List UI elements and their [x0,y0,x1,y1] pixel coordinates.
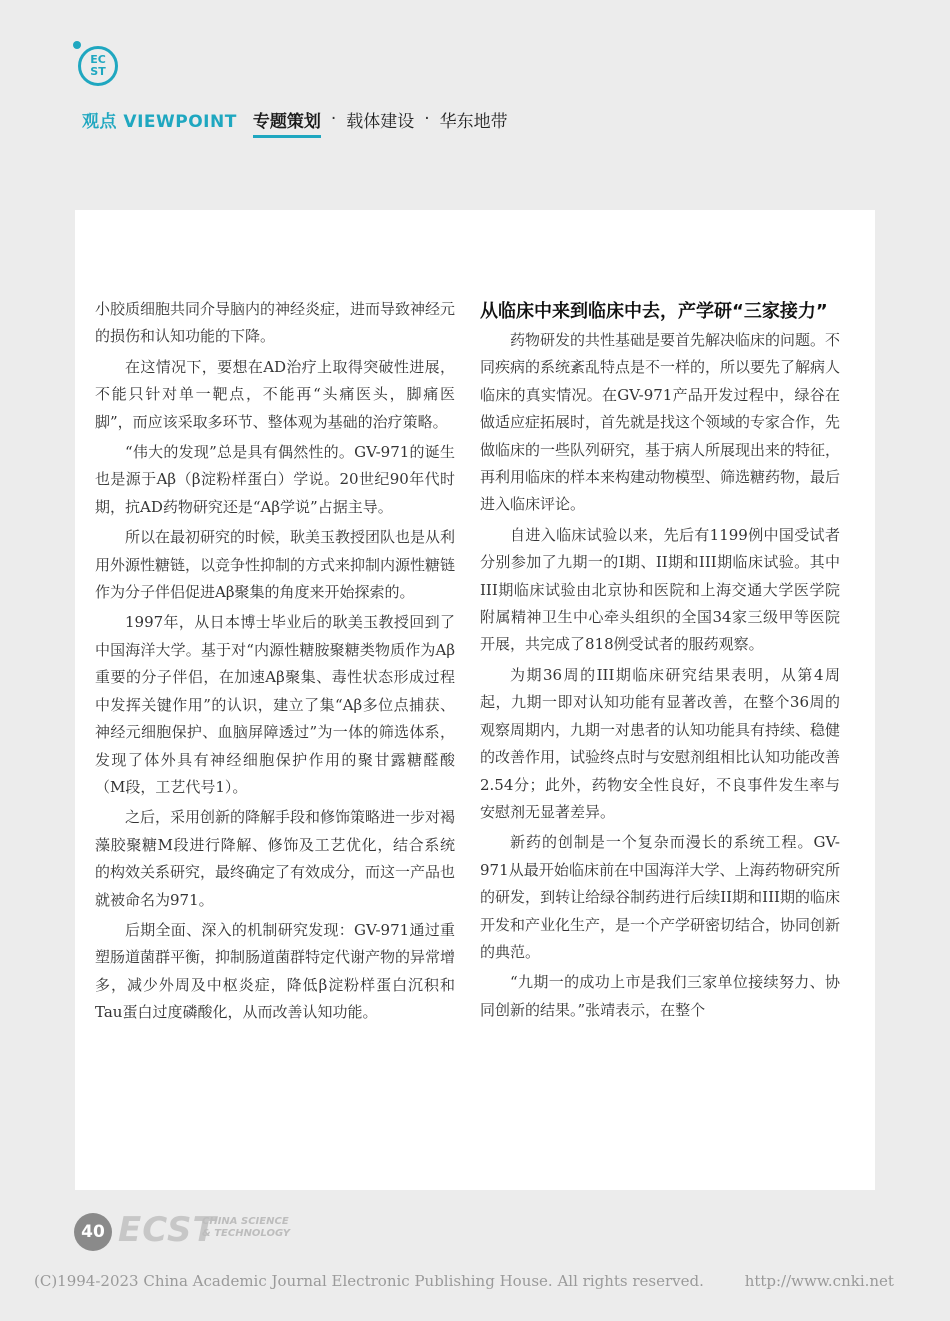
tab-special-topic: 专题策划 [253,107,321,138]
section-heading: 从临床中来到临床中去，产学研“三家接力” [480,301,828,322]
paragraph: “九期一的成功上市是我们三家单位接续努力、协同创新的结果。”张靖表示，在整个 [480,973,840,1019]
logo-dot-icon [73,41,81,49]
cnki-link[interactable]: http://www.cnki.net [744,1272,894,1290]
tab-east-china: 华东地带 [439,111,508,132]
article-page [75,210,875,1190]
left-column [95,296,455,1030]
copyright-notice [34,1272,894,1290]
nav-separator: · [424,109,430,129]
logo-line-2: ST [90,65,106,78]
section-nav [82,104,508,134]
ecst-logo [78,46,118,86]
tab-carrier-construction: 载体建设 [346,111,415,132]
paragraph: 所以在最初研究的时候，耿美玉教授团队也是从利用外源性糖链，以竞争性抑制的方式来抑制内源性糖链作为分子伴侣促进Aβ聚集的角度来开始探索的。 [95,528,456,602]
brand-subtitle-line-2: & TECHNOLOGY [202,1228,290,1239]
paragraph: 新药的创制是一个复杂而漫长的系统工程。GV-971从最开始临床前在中国海洋大学、上海药物研究所的研发，到转让给绿谷制药进行后续II期和III期的临床开发和产业化生产，是一个产学研密切结合，协同创新的典范。 [480,833,841,961]
page-header [0,0,950,210]
paragraph: 1997年，从日本博士毕业后的耿美玉教授回到了中国海洋大学。基于对“内源性糖胺聚糖类物质作为Aβ重要的分子伴侣，在加速Aβ聚集、毒性状态形成过程中发挥关键作用”的认识，建立了集“Aβ多位点捕获、神经元细胞保护、血脑屏障透过”为一体的筛选体系，发现了体外具有神经细胞保护作用的聚甘露糖醛酸（M段，工艺代号1）。 [95,613,455,796]
paragraph: 后期全面、深入的机制研究发现：GV-971通过重塑肠道菌群平衡，抑制肠道菌群特定代谢产物的异常增多，减少外周及中枢炎症，降低β淀粉样蛋白沉积和Tau蛋白过度磷酸化，从而改善认知功能。 [95,920,456,1022]
brand-logo: ECST [118,1210,217,1250]
logo-line-1: EC [90,53,106,66]
paragraph: 在这情况下，要想在AD治疗上取得突破性进展，不能只针对单一靶点，不能再“头痛医头，脚痛医脚”，而应该采取多环节、整体观为基础的治疗策略。 [95,357,455,431]
right-column [480,298,840,1027]
paragraph: 为期36周的III期临床研究结果表明，从第4周起，九期一即对认知功能有显著改善，在整个36周的观察周期内，九期一对患者的认知功能具有持续、稳健的改善作用，试验终点时与安慰剂组相比认知功能改善2.54分；此外，药物安全性良好，不良事件发生率与安慰剂无显著差异。 [480,665,841,821]
nav-separator: · [330,109,337,129]
section-label: 观点 VIEWPOINT [82,111,237,132]
paragraph: 之后，采用创新的降解手段和修饰策略进一步对褐藻胶聚糖M段进行降解、修饰及工艺优化，结合系统的构效关系研究，最终确定了有效成分，而这一产品也就被命名为971。 [95,808,456,909]
copyright-text: (C)1994-2023 China Academic Journal Electronic Publishing House. All rights reserved. [34,1272,704,1290]
paragraph: “伟大的发现”总是具有偶然性的。GV-971的诞生也是源于Aβ（β淀粉样蛋白）学说。20世纪90年代时期，抗AD药物研究还是“Aβ学说”占据主导。 [95,443,455,516]
paragraph: 自进入临床试验以来，先后有1199例中国受试者分别参加了九期一的I期、II期和III期临床试验。其中III期临床试验由北京协和医院和上海交通大学医学院附属精神卫生中心牵头组织的全国34家三级甲等医院开展，共完成了818例受试者的服药观察。 [480,525,840,654]
paragraph: 小胶质细胞共同介导脑内的神经炎症，进而导致神经元的损伤和认知功能的下降。 [95,300,456,346]
paragraph: 药物研发的共性基础是要首先解决临床的问题。不同疾病的系统紊乱特点是不一样的，所以要先了解病人临床的真实情况。在GV-971产品开发过程中，绿谷在做适应症拓展时，首先就是找这个领域的专家合作，先做临床的一些队列研究，基于病人所展现出来的特征，再利用临床的样本来构建动物模型、筛选糖药物，最后进入临床评论。 [480,331,841,514]
brand-subtitle-line-1: CHINA SCIENCE [202,1216,289,1227]
brand-subtitle [202,1216,290,1240]
page-number: 40 [74,1213,112,1251]
